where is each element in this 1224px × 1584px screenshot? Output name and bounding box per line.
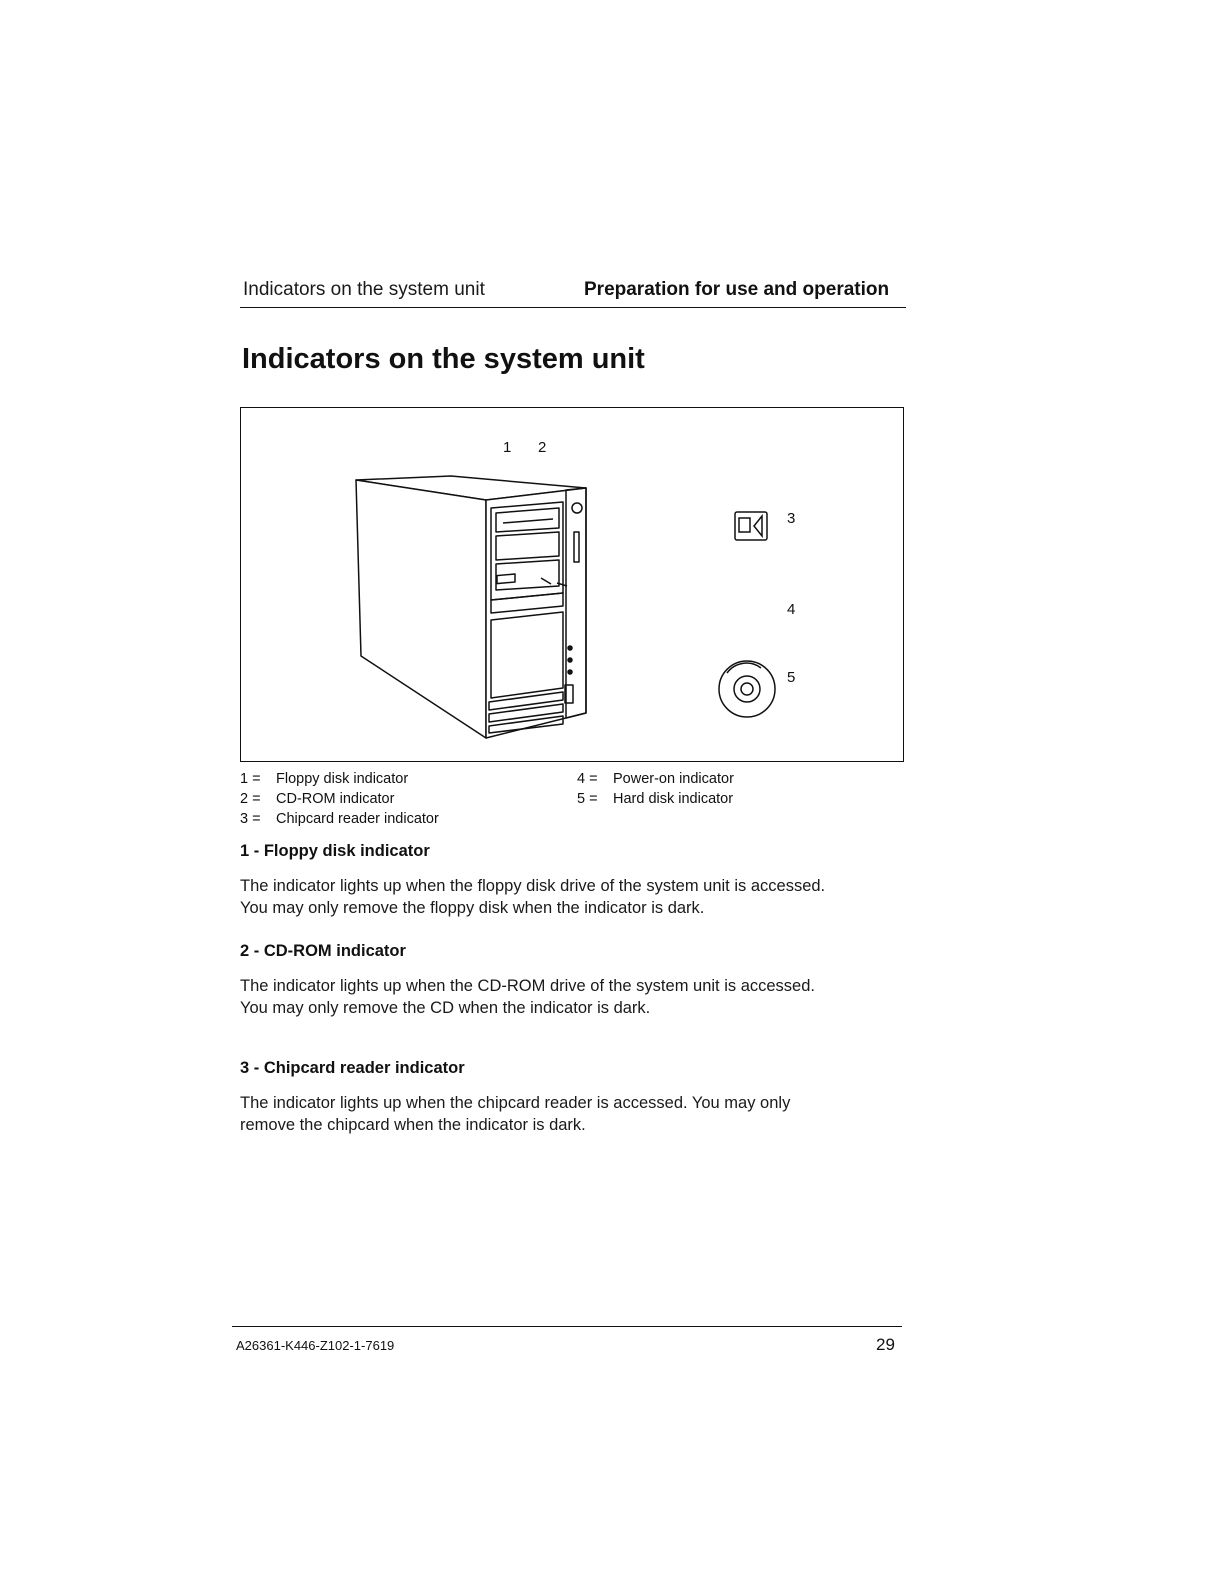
legend-label: Chipcard reader indicator [276, 811, 439, 827]
section-floppy-line-1: The indicator lights up when the floppy disk drive of the system unit is accessed. [240, 877, 826, 895]
running-header-chapter: Preparation for use and operation [584, 279, 890, 300]
legend-item [240, 771, 408, 787]
callout-5: 5 [787, 669, 796, 686]
legend-item [577, 791, 733, 807]
legend-item [577, 771, 734, 787]
legend-label: Floppy disk indicator [276, 771, 409, 787]
legend-item [240, 811, 439, 827]
page-title: Indicators on the system unit [242, 343, 645, 375]
legend-number: 5 = [577, 791, 598, 807]
legend-label: Hard disk indicator [613, 791, 734, 807]
legend-label: CD-ROM indicator [276, 791, 395, 807]
system-unit-tower-illustration [356, 476, 586, 738]
legend-number: 3 = [240, 811, 261, 827]
section-floppy-line-2: You may only remove the floppy disk when the indicator is dark. [240, 899, 705, 917]
section-cdrom-line-1: The indicator lights up when the CD-ROM drive of the system unit is accessed. [240, 977, 815, 995]
callout-1: 1 [503, 439, 512, 456]
legend-label: Power-on indicator [613, 771, 734, 787]
legend-number: 4 = [577, 771, 598, 787]
legend-number: 2 = [240, 791, 261, 807]
callout-4: 4 [787, 601, 796, 618]
footer-doc-number: A26361-K446-Z102-1-7619 [236, 1338, 395, 1353]
section-heading-floppy: 1 - Floppy disk indicator [240, 842, 430, 860]
legend-item [240, 791, 394, 807]
header-rule [240, 307, 906, 308]
callout-2: 2 [538, 439, 547, 456]
section-heading-cdrom: 2 - CD-ROM indicator [240, 942, 406, 960]
figure-canvas [241, 408, 905, 763]
callout-3: 3 [787, 510, 796, 527]
section-chipcard-line-2: remove the chipcard when the indicator is dark. [240, 1116, 586, 1134]
legend-number: 1 = [240, 771, 261, 787]
section-chipcard-line-1: The indicator lights up when the chipcard reader is accessed. You may only [240, 1094, 791, 1112]
running-header-section: Indicators on the system unit [243, 279, 485, 300]
footer-page-number: 29 [876, 1335, 895, 1354]
footer-rule [232, 1326, 902, 1327]
chipcard-reader-icon [735, 512, 767, 540]
figure-frame [240, 407, 904, 762]
section-cdrom-line-2: You may only remove the CD when the indicator is dark. [240, 999, 651, 1017]
section-heading-chipcard: 3 - Chipcard reader indicator [240, 1059, 465, 1077]
hard-disk-icon [719, 661, 775, 717]
